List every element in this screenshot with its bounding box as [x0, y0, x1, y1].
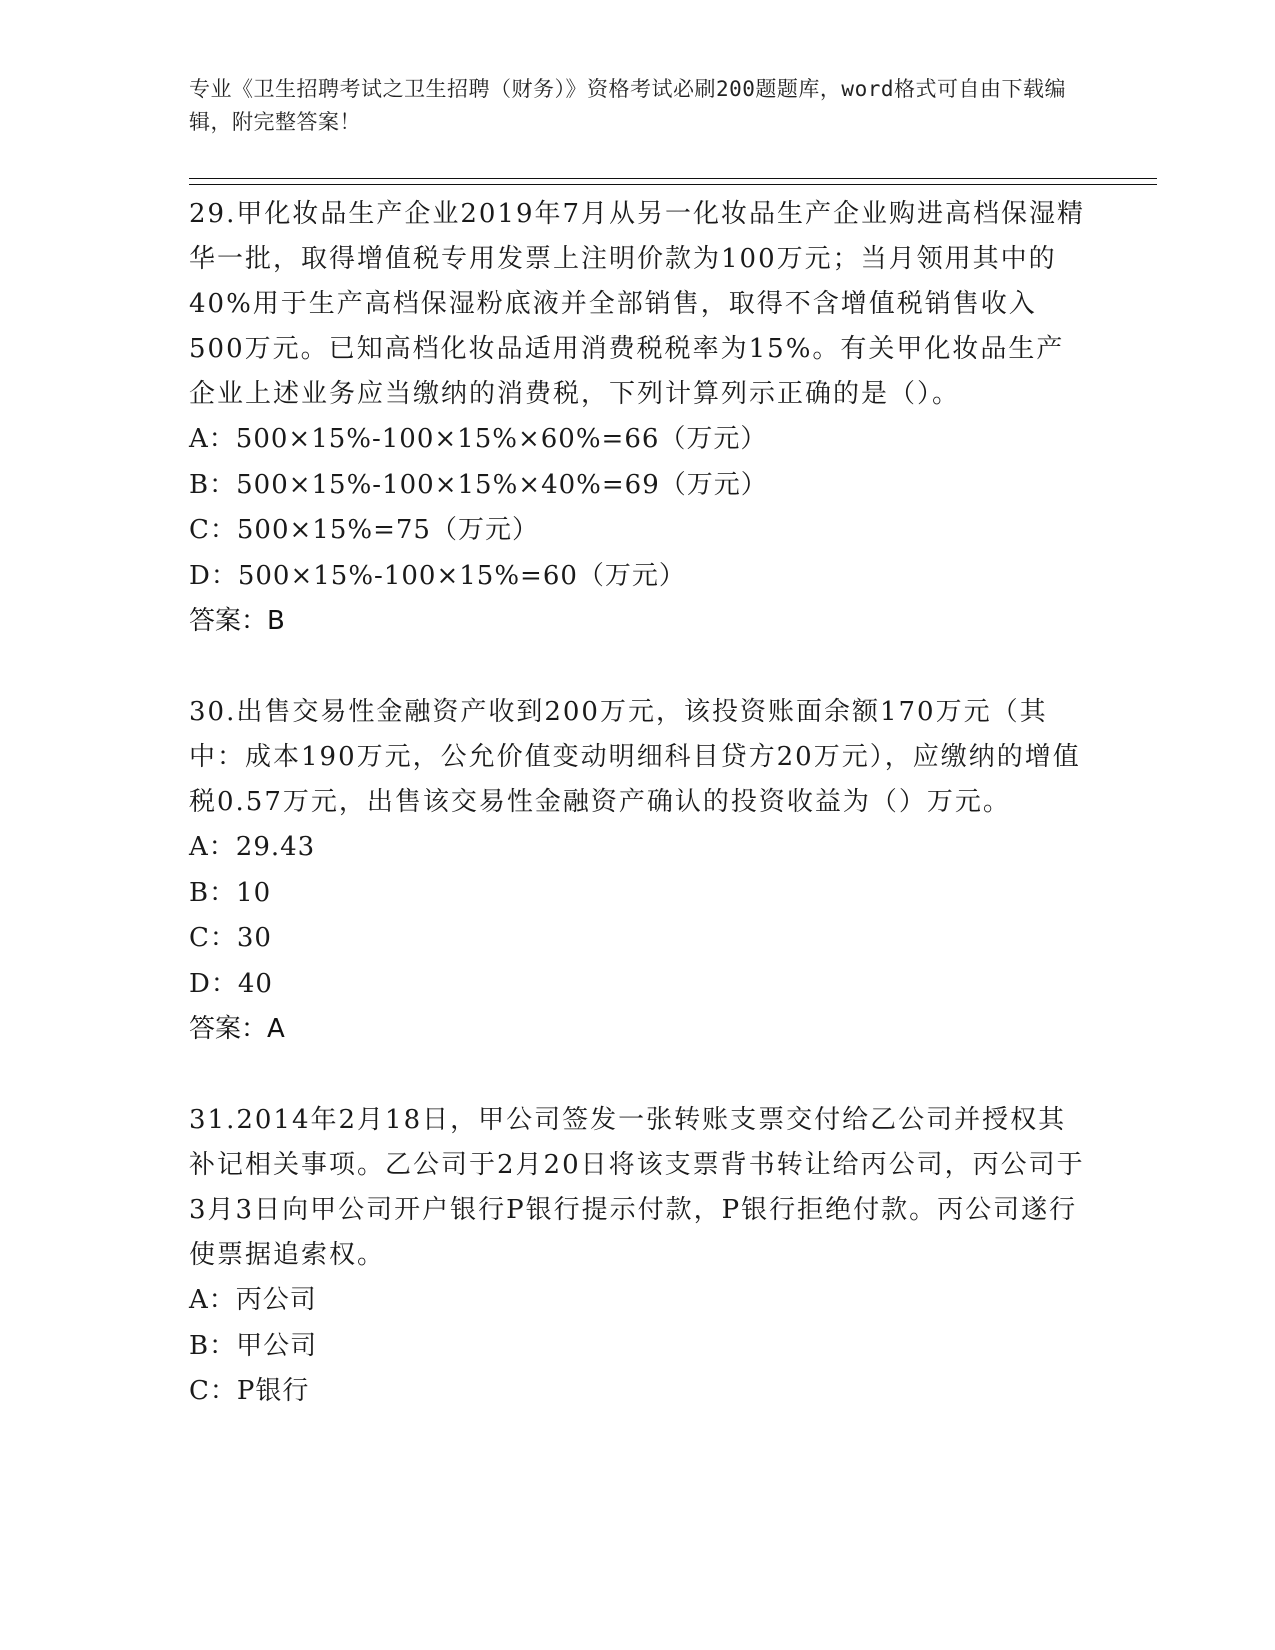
spacer	[189, 1052, 1089, 1098]
option-a: A：29.43	[189, 832, 316, 862]
question-list	[189, 192, 1089, 1415]
option-d: D：40	[189, 968, 273, 999]
question-stem: 31.2014年2月18日，甲公司签发一张转账支票交付给乙公司并授权其补记相关事项。乙公司于2月20日将该支票背书转让给丙公司，丙公司于3月3日向甲公司开户银行P银行提示付款，P银行拒绝付款。丙公司遂行使票据追索权。	[189, 1105, 1085, 1270]
question-stem: 30.出售交易性金融资产收到200万元，该投资账面余额170万元（其中：成本190万元，公允价值变动明细科目贷方20万元），应缴纳的增值税0.57万元，出售该交易性金融资产确认的投资收益为（）万元。	[189, 697, 1081, 817]
answer: 答案：A	[189, 1014, 285, 1044]
option-b: B：10	[189, 877, 272, 908]
option-b: B：500×15%-100×15%×40%=69（万元）	[189, 469, 768, 500]
document-header: 专业《卫生招聘考试之卫生招聘（财务）》资格考试必刷200题题库，word格式可自由下载编辑，附完整答案！	[189, 77, 1066, 134]
spacer	[189, 644, 1089, 690]
option-c: C：30	[189, 923, 272, 953]
option-a: A：丙公司	[189, 1285, 317, 1315]
option-c: C：500×15%=75（万元）	[189, 515, 539, 545]
question-31	[189, 1098, 1089, 1415]
question-29	[189, 192, 1089, 644]
question-30	[189, 690, 1089, 1052]
option-d: D：500×15%-100×15%=60（万元）	[189, 560, 686, 591]
option-a: A：500×15%-100×15%×60%=66（万元）	[189, 424, 768, 454]
header-rule-top	[189, 178, 1157, 179]
header-rule-bottom	[189, 184, 1157, 185]
option-b: B：甲公司	[189, 1330, 318, 1361]
question-stem: 29.甲化妆品生产企业2019年7月从另一化妆品生产企业购进高档保湿精华一批，取得增值税专用发票上注明价款为100万元；当月领用其中的40%用于生产高档保湿粉底液并全部销售，取得不含增值税销售收入500万元。已知高档化妆品适用消费税税率为15%。有关甲化妆品生产企业上述业务应当缴纳的消费税，下列计算列示正确的是（）。	[189, 199, 1086, 409]
answer: 答案：B	[189, 606, 285, 636]
option-c: C：P银行	[189, 1376, 310, 1406]
